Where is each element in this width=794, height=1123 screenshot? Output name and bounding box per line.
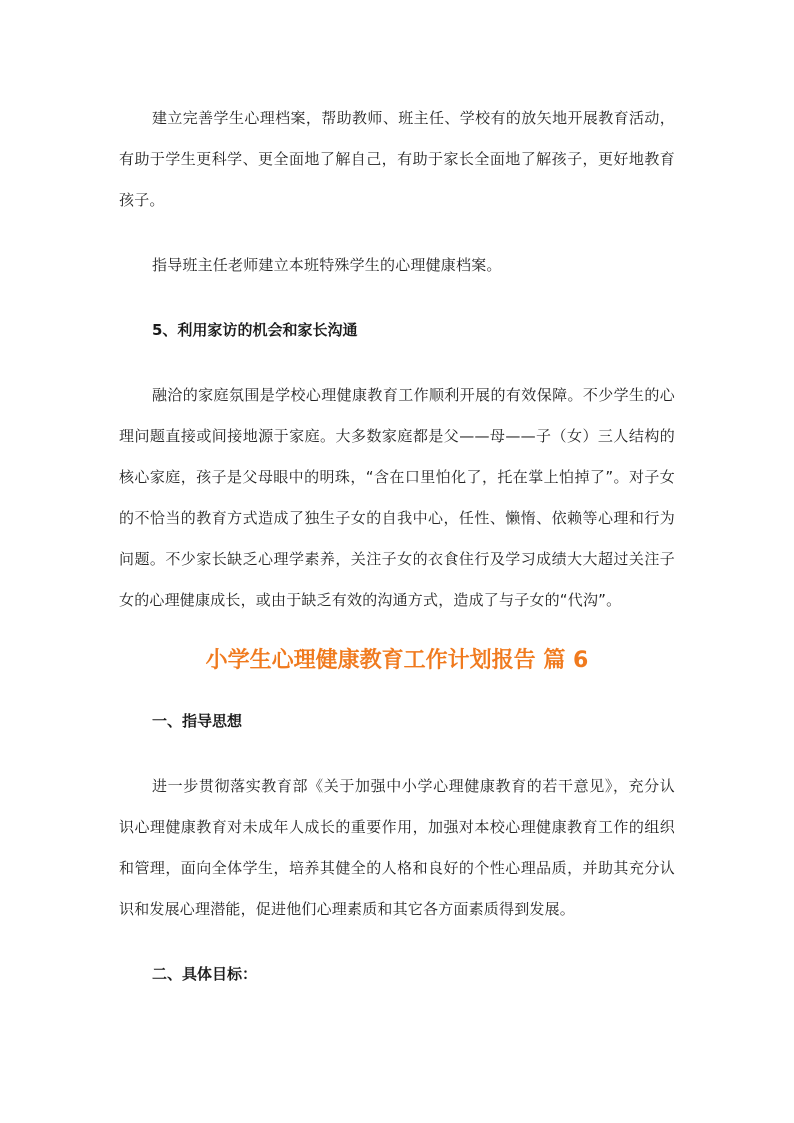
paragraph-spacer — [119, 351, 675, 375]
heading-guiding-idea: 一、指导思想 — [152, 712, 243, 730]
paragraph-spacer — [119, 681, 675, 701]
section-title: 小学生心理健康教育工作计划报告 篇 6 — [205, 648, 589, 673]
paragraph-spacer — [119, 221, 675, 245]
paragraph-family: 融洽的家庭氛围是学校心理健康教育工作顺利开展的有效保障。不少学生的心理问题直接或间接地源于家庭。大多数家庭都是父——母——子（女）三人结构的核心家庭，孩子是父母眼中的明珠，“含在口里怕化了，托在掌上怕掉了”。对子女的不恰当的教育方式造成了独生子女的自我中心，任性、懒惰、依赖等心理和行为问题。不少家长缺乏心理学素养，关注子女的衣食住行及学习成绩大大超过关注子女的心理健康成长，或由于缺乏有效的沟通方式，造成了与子女的“代沟”。 — [119, 386, 675, 609]
document-body — [119, 98, 675, 995]
paragraph-spacer — [119, 286, 675, 310]
paragraph-class-teacher: 指导班主任老师建立本班特殊学生的心理健康档案。 — [152, 256, 502, 274]
paragraph-spacer — [119, 930, 675, 954]
paragraph-guiding-idea: 进一步贯彻落实教育部《关于加强中小学心理健康教育的若干意见》，充分认识心理健康教育对未成年人成长的重要作用，加强对本校心理健康教育工作的组织和管理，面向全体学生，培养其健全的人格和良好的个性心理品质，并助其充分认识和发展心理潜能，促进他们心理素质和其它各方面素质得到发展。 — [119, 777, 675, 918]
paragraph-spacer — [119, 742, 675, 766]
paragraph-archive: 建立完善学生心理档案，帮助教师、班主任、学校有的放矢地开展教育活动，有助于学生更科学、更全面地了解自己，有助于家长全面地了解孩子，更好地教育孩子。 — [119, 109, 675, 209]
heading-specific-goals: 二、具体目标： — [152, 965, 258, 983]
paragraph-spacer — [119, 621, 675, 641]
heading-home-visit: 5、利用家访的机会和家长沟通 — [152, 321, 358, 339]
